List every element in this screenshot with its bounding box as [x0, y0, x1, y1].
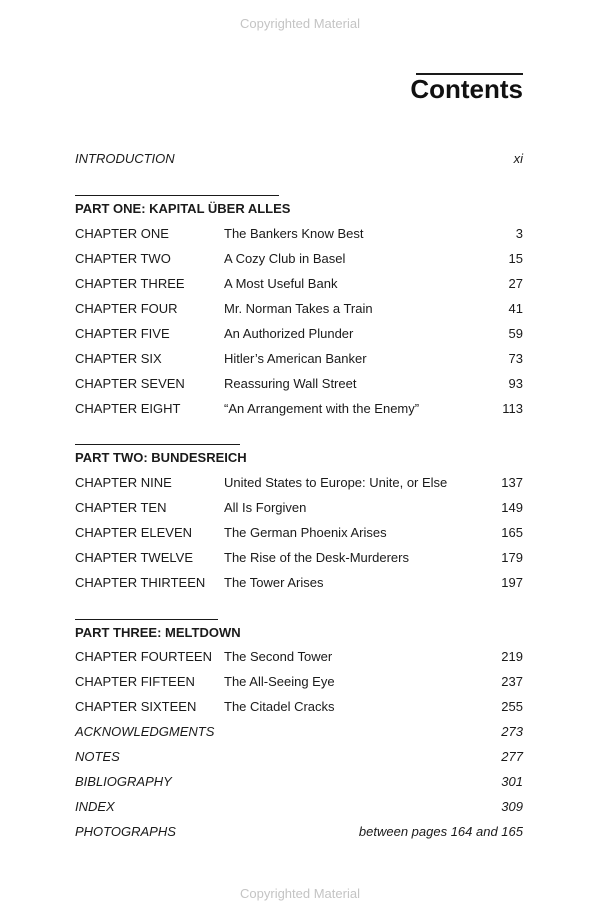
chapter-title: The Rise of the Desk-Murderers	[224, 550, 409, 565]
chapter-label: CHAPTER SEVEN	[75, 376, 185, 391]
toc-chapter-row[interactable]	[75, 349, 523, 369]
chapter-title: A Most Useful Bank	[224, 276, 338, 291]
part-two-title: PART TWO: BUNDESREICH	[75, 450, 247, 465]
part-rule	[75, 444, 240, 445]
chapter-label: CHAPTER FIVE	[75, 326, 170, 341]
chapter-label: CHAPTER NINE	[75, 475, 172, 490]
toc-chapter-row[interactable]	[75, 249, 523, 269]
chapter-label: CHAPTER ONE	[75, 226, 169, 241]
chapter-page: 59	[508, 326, 523, 341]
backmatter-label: NOTES	[75, 749, 120, 764]
chapter-title: Reassuring Wall Street	[224, 376, 357, 391]
toc-chapter-row[interactable]	[75, 697, 523, 717]
chapter-page: 179	[501, 550, 523, 565]
chapter-page: 237	[501, 674, 523, 689]
watermark-bottom: Copyrighted Material	[240, 886, 360, 901]
toc-chapter-row[interactable]	[75, 399, 523, 419]
chapter-page: 93	[508, 376, 523, 391]
toc-backmatter-row[interactable]	[75, 797, 523, 817]
chapter-label: CHAPTER SIX	[75, 351, 162, 366]
part-rule	[75, 619, 218, 620]
chapter-label: CHAPTER FOURTEEN	[75, 649, 212, 664]
chapter-page: 41	[508, 301, 523, 316]
toc-backmatter-row[interactable]	[75, 822, 523, 842]
chapter-page: 255	[501, 699, 523, 714]
toc-chapter-row[interactable]	[75, 498, 523, 518]
backmatter-page: 273	[501, 724, 523, 739]
backmatter-page: 301	[501, 774, 523, 789]
chapter-title: An Authorized Plunder	[224, 326, 354, 341]
chapter-page: 197	[501, 575, 523, 590]
toc-backmatter-row[interactable]	[75, 772, 523, 792]
chapter-title: “An Arrangement with the Enemy”	[224, 401, 420, 416]
toc-chapter-row[interactable]	[75, 672, 523, 692]
toc-backmatter-row[interactable]	[75, 722, 523, 742]
chapter-label: CHAPTER TEN	[75, 500, 167, 515]
chapter-label: CHAPTER TWELVE	[75, 550, 193, 565]
chapter-page: 165	[501, 525, 523, 540]
chapter-label: CHAPTER TWO	[75, 251, 171, 266]
toc-chapter-row[interactable]	[75, 224, 523, 244]
chapter-page: 113	[502, 401, 523, 416]
chapter-label: CHAPTER THREE	[75, 276, 185, 291]
toc-page: xi	[513, 151, 523, 166]
toc-introduction[interactable]	[75, 149, 523, 169]
page-title: Contents	[410, 74, 523, 104]
toc-chapter-row[interactable]	[75, 647, 523, 667]
chapter-title: Hitler’s American Banker	[224, 351, 367, 366]
toc-chapter-row[interactable]	[75, 274, 523, 294]
part-one-title: PART ONE: KAPITAL ÜBER ALLES	[75, 201, 291, 216]
chapter-page: 73	[508, 351, 523, 366]
chapter-label: CHAPTER THIRTEEN	[75, 575, 206, 590]
chapter-page: 149	[501, 500, 523, 515]
chapter-title: A Cozy Club in Basel	[224, 251, 346, 266]
chapter-page: 3	[515, 226, 523, 241]
toc-chapter-row[interactable]	[75, 374, 523, 394]
backmatter-page: between pages 164 and 165	[358, 824, 523, 839]
chapter-page: 27	[508, 276, 523, 291]
chapter-label: CHAPTER EIGHT	[75, 401, 181, 416]
part-rule	[75, 195, 279, 196]
chapter-title: Mr. Norman Takes a Train	[224, 301, 373, 316]
chapter-page: 137	[501, 475, 523, 490]
chapter-title: The Second Tower	[224, 649, 333, 664]
part-three-title: PART THREE: MELTDOWN	[75, 625, 241, 640]
chapter-title: The All-Seeing Eye	[224, 674, 335, 689]
backmatter-page: 309	[501, 799, 523, 814]
backmatter-label: ACKNOWLEDGMENTS	[75, 724, 215, 739]
backmatter-label: BIBLIOGRAPHY	[75, 774, 172, 789]
backmatter-label: PHOTOGRAPHS	[75, 824, 176, 839]
chapter-title: The Bankers Know Best	[224, 226, 364, 241]
chapter-label: CHAPTER SIXTEEN	[75, 699, 197, 714]
toc-backmatter-row[interactable]	[75, 747, 523, 767]
toc-chapter-row[interactable]	[75, 473, 523, 493]
chapter-label: CHAPTER ELEVEN	[75, 525, 193, 540]
toc-label: INTRODUCTION	[75, 151, 175, 166]
toc-chapter-row[interactable]	[75, 324, 523, 344]
chapter-label: CHAPTER FIFTEEN	[75, 674, 195, 689]
chapter-page: 15	[508, 251, 523, 266]
backmatter-page: 277	[501, 749, 523, 764]
chapter-title: All Is Forgiven	[224, 500, 307, 515]
chapter-title: United States to Europe: Unite, or Else	[224, 475, 448, 490]
chapter-label: CHAPTER FOUR	[75, 301, 178, 316]
chapter-title: The Citadel Cracks	[224, 699, 335, 714]
backmatter-label: INDEX	[75, 799, 115, 814]
toc-chapter-row[interactable]	[75, 573, 523, 593]
chapter-title: The German Phoenix Arises	[224, 525, 387, 540]
chapter-title: The Tower Arises	[224, 575, 324, 590]
watermark-top: Copyrighted Material	[240, 16, 360, 31]
toc-chapter-row[interactable]	[75, 523, 523, 543]
toc-chapter-row[interactable]	[75, 548, 523, 568]
toc-chapter-row[interactable]	[75, 299, 523, 319]
chapter-page: 219	[501, 649, 523, 664]
